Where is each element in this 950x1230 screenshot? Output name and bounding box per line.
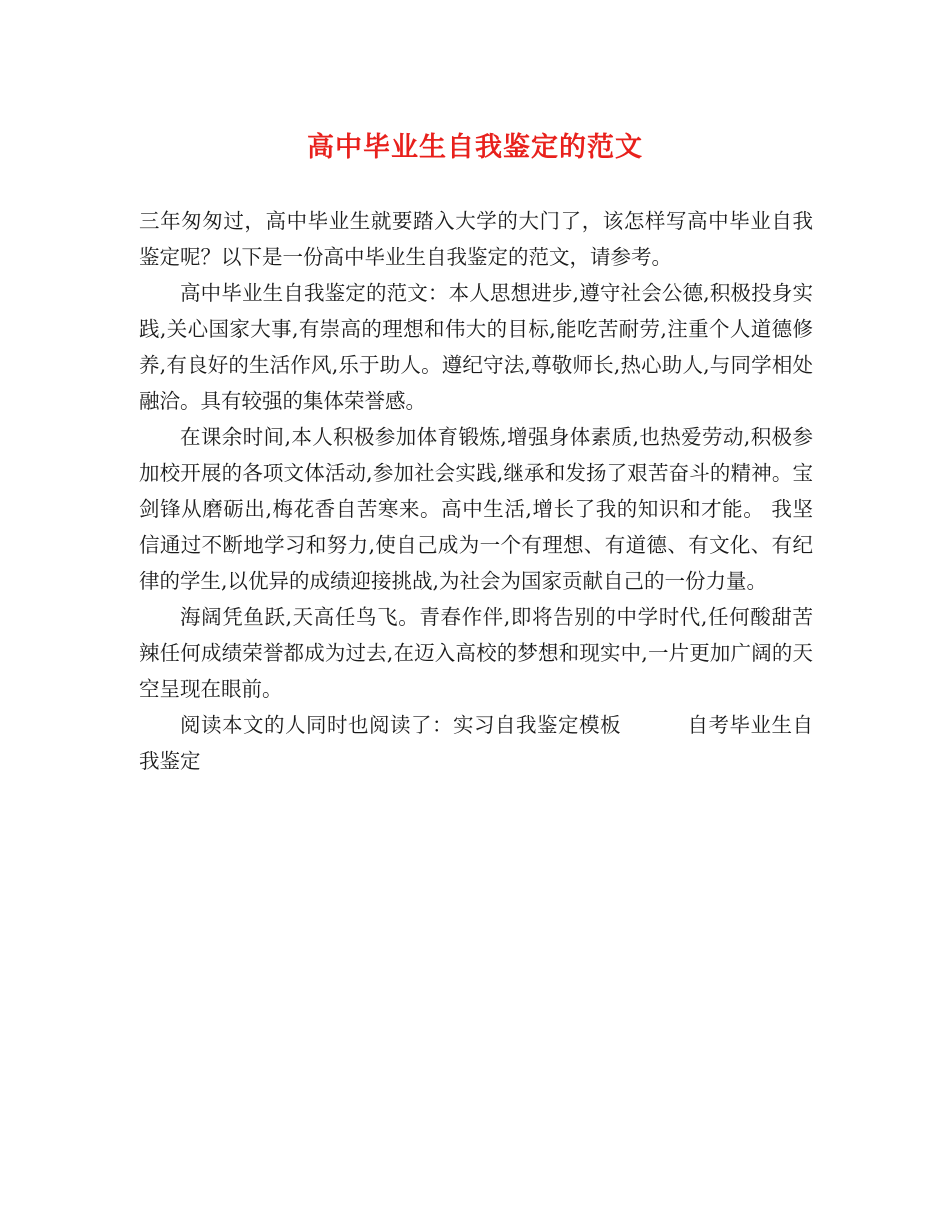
intro-paragraph: 三年匆匆过，高中毕业生就要踏入大学的大门了，该怎样写高中毕业自我鉴定呢？以下是一份高中毕业生自我鉴定的范文，请参考。 <box>139 209 813 269</box>
document-body <box>139 203 813 779</box>
body-paragraph-3: 海阔凭鱼跃,天高任鸟飞。青春作伴,即将告别的中学时代,任何酸甜苦辣任何成绩荣誉都成为过去,在迈入高校的梦想和现实中,一片更加广阔的天空呈现在眼前。 <box>139 605 813 701</box>
related-articles <box>139 707 813 779</box>
document-title: 高中毕业生自我鉴定的范文 <box>307 132 643 163</box>
related-link-internship[interactable]: 实习自我鉴定模板 <box>453 713 621 737</box>
related-label: 阅读本文的人同时也阅读了： <box>180 713 453 737</box>
body-paragraph-1: 高中毕业生自我鉴定的范文：本人思想进步,遵守社会公德,积极投身实践,关心国家大事,有崇高的理想和伟大的目标,能吃苦耐劳,注重个人道德修养,有良好的生活作风,乐于助人。遵纪守法,尊敬师长,热心助人,与同学相处融洽。具有较强的集体荣誉感。 <box>139 281 813 413</box>
related-link-self-study[interactable]: 自考毕业生自我鉴定 <box>139 713 813 773</box>
body-paragraph-2: 在课余时间,本人积极参加体育锻炼,增强身体素质,也热爱劳动,积极参加校开展的各项文体活动,参加社会实践,继承和发扬了艰苦奋斗的精神。宝剑锋从磨砺出,梅花香自苦寒来。高中生活,增长了我的知识和才能。 我坚信通过不断地学习和努力,使自己成为一个有理想、有道德、有文化、有纪律的学生,以优异的成绩迎接挑战,为社会为国家贡献自己的一份力量。 <box>139 425 813 593</box>
